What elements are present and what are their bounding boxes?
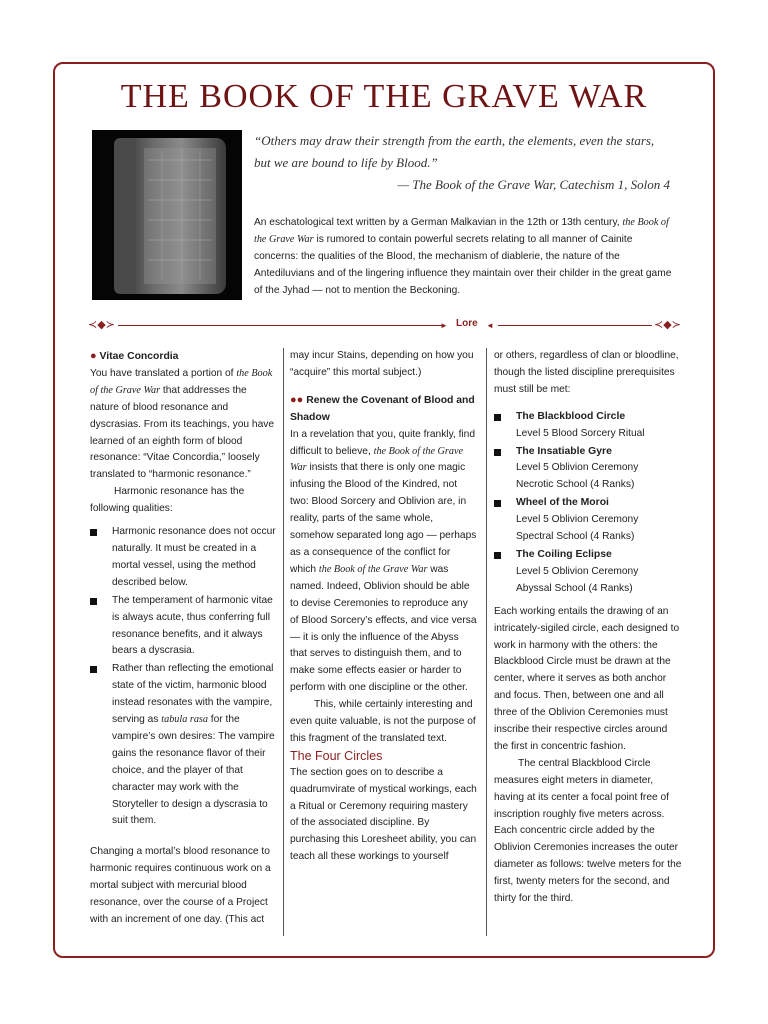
paragraph: Harmonic resonance has the following qualities: — [90, 486, 245, 515]
column-rule — [486, 348, 487, 936]
list-item: Wheel of the Moroi Level 5 Oblivion Ceremony Spectral School (4 Ranks) — [494, 495, 684, 546]
lore-heading: ●● Renew the Covenant of Blood and Shadow — [290, 393, 475, 423]
lore-heading: ● Vitae Concordia — [90, 350, 179, 362]
left-ornament-icon: ≺◆≻ — [88, 319, 115, 331]
column-1 — [90, 348, 278, 929]
arrow-right-icon: ► — [440, 321, 448, 330]
list-item: The Insatiable Gyre Level 5 Oblivion Ceremony Necrotic School (4 Ranks) — [494, 444, 684, 495]
book-image — [92, 130, 242, 300]
section-divider — [88, 317, 682, 335]
paragraph: may incur Stains, depending on how you “acquire” this mortal subject.) — [290, 350, 474, 378]
paragraph: The central Blackblood Circle measures eight meters in diameter, having at its center a focal point free of inscription roughly five meters across. Each concentric circle added by the Oblivion Ceremonies increases the outer diameter as follows: twelve meters for the first, twenty meters for the second, and thirty for the third. — [494, 757, 682, 905]
workings-list — [494, 409, 684, 598]
list-item: The Blackblood Circle Level 5 Blood Sorcery Ritual — [494, 409, 684, 443]
column-3 — [494, 348, 684, 908]
column-rule — [283, 348, 284, 936]
quote-line-2: but we are bound to life by Blood.” — [254, 155, 438, 170]
qualities-list — [90, 524, 278, 830]
column-2 — [290, 348, 478, 866]
paragraph: Each working entails the drawing of an intricately-sigiled circle, each designed to work in harmony with the others: the Blackblood Circle must be drawn at the center, where it serves as both anchor and focus. Then, between one and all three of the Oblivion Ceremonies must inscribe their respective circles around the first in concentric fashion. — [494, 605, 680, 752]
paragraph: or others, regardless of clan or bloodline, though the listed discipline prerequisites must still be met: — [494, 350, 679, 395]
subheading: The Four Circles — [290, 748, 383, 763]
epigraph — [254, 130, 674, 196]
page-title: THE BOOK OF THE GRAVE WAR — [120, 78, 648, 115]
paragraph: This, while certainly interesting and even quite valuable, is not the purpose of this fragment of the translated text. — [290, 699, 476, 744]
list-item: Harmonic resonance does not occur naturally. It must be created in a mortal vessel, using the method described below. — [90, 524, 278, 592]
intro-paragraph: An eschatological text written by a German Malkavian in the 12th or 13th century, the Book of the Grave War is rumored to contain powerful secrets relating to all manner of Cainite concerns: the qualities of the Blood, the mechanism of diablerie, the nature of the Antediluvians and of the lingering influence they maintain over their childer in the great game of the Jyhad — not to mention the Beckoning. — [254, 217, 672, 296]
quote-attribution: — The Book of the Grave War, Catechism 1, Solon 4 — [397, 177, 670, 192]
dot-icon: ●● — [290, 393, 304, 406]
dot-icon: ● — [90, 350, 97, 362]
right-ornament-icon: ≺◆≻ — [654, 319, 681, 331]
quote-line-1: “Others may draw their strength from the earth, the elements, even the stars, — [254, 133, 655, 148]
paragraph: The section goes on to describe a quadrumvirate of mystical workings, each a Ritual or Ceremony requiring mastery of the associated discipline. By purchasing this Loresheet ability, you can teach all these workings to yourself — [290, 766, 477, 863]
paragraph: You have translated a portion of the Book of the Grave War that addresses the nature of blood resonance and dyscrasias. From its teachings, you have learned of an eighth form of blood resonance: “Vitae Concordia,” loosely translated to “harmonic resonance.” — [90, 367, 275, 481]
arrow-left-icon: ◄ — [486, 321, 494, 330]
paragraph: In a revelation that you, quite frankly, find difficult to believe, the Book of the Grave War insists that there is only one magic infusing the Blood of the Kindred, not two: Blood Sorcery and Oblivion are, in reality, parts of the same whole, somehow separated long ago — perhaps as a consequence of the conflict for which the Book of the Grave War was named. Indeed, Oblivion should be able to devise Ceremonies to reproduce any of Blood Sorcery’s effects, and vice versa — it is only the influence of the Abyss that serves to distinguish them, and to make some effects easier or harder to perform with one discipline or the other. — [290, 428, 477, 694]
list-item: Rather than reflecting the emotional state of the victim, harmonic blood instead resonates with the vampire, serving as tabula rasa for the vampire’s own desires: The vampire gains the resonance flavor of their choice, and the player of that character may work with the Storyteller to design a dyscrasia to suit them. — [90, 661, 278, 830]
paragraph: Changing a mortal’s blood resonance to harmonic requires continuous work on a mortal subject with mercurial blood resonance, over the course of a Project with an increment of one day. (This act — [90, 846, 271, 925]
list-item: The Coiling Eclipse Level 5 Oblivion Ceremony Abyssal School (4 Ranks) — [494, 547, 684, 598]
list-item: The temperament of harmonic vitae is always acute, thus conferring full resonance benefits, and it always bears a dyscrasia. — [90, 593, 278, 661]
section-label: Lore — [456, 318, 478, 329]
